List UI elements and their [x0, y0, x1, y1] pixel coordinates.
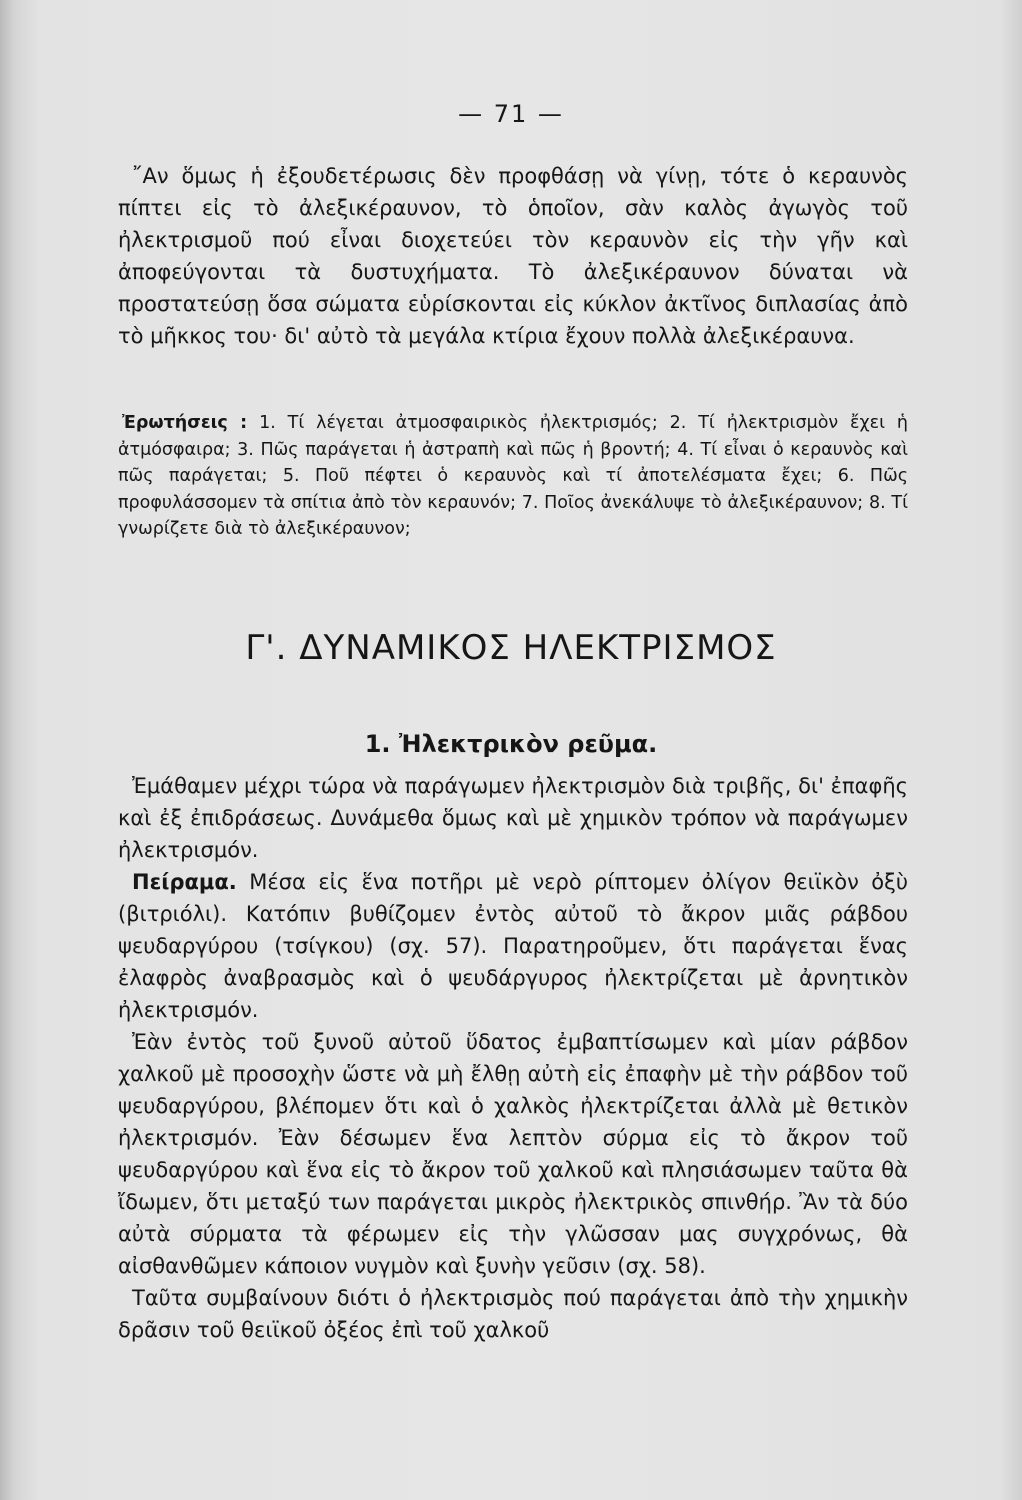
closing-paragraph: Ταῦτα συμβαίνουν διότι ὁ ἠλεκτρισμὸς πού παράγεται ἀπὸ τὴν χημικὴν δρᾶσιν τοῦ θειϊκοῦ ὀξέος ἐπὶ τοῦ χαλκοῦ [118, 1286, 908, 1342]
experiment-lead: Πείραμα. [132, 870, 237, 894]
questions-block [118, 410, 908, 543]
questions-paragraph [118, 410, 908, 543]
questions-text: 1. Τί λέγεται ἀτμοσφαιρικὸς ἠλεκτρισμός; 2. Τί ἠλεκτρισμὸν ἔχει ἡ ἀτμόσφαιρα; 3. Πῶς παράγεται ἡ ἀστραπὴ καὶ πῶς ἡ βροντή; 4. Τί εἶναι ὁ κεραυνὸς καὶ πῶς παράγεται; 5. Ποῦ πέφτει ὁ κεραυνὸς καὶ τί ἀποτελέσματα ἔχει; 6. Πῶς προφυλάσσομεν τὰ σπίτια ἀπὸ τὸν κεραυνόν; 7. Ποῖος ἀνεκάλυψε τὸ ἀλεξικέραυνον; 8. Τί γνωρίζετε διὰ τὸ ἀλεξικέραυνον; [118, 413, 908, 539]
top-paragraph: ῎Αν ὅμως ἡ ἐξουδετέρωσις δὲν προφθάσῃ νὰ γίνῃ, τότε ὁ κεραυνὸς πίπτει εἰς τὸ ἀλεξικέραυνον, τὸ ὁποῖον, σὰν καλὸς ἀγωγὸς τοῦ ἠλεκτρισμοῦ πού εἶναι διοχετεύει τὸν κεραυνὸν εἰς τὴν γῆν καὶ ἀποφεύγονται τὰ δυστυχήματα. Τὸ ἀλεξικέραυνον δύναται νὰ προστατεύσῃ ὅσα σώματα εὑρίσκονται εἰς κύκλον ἀκτῖνος διπλασίας ἀπὸ τὸ μῆκκος του· δι' αὐτὸ τὰ μεγάλα κτίρια ἔχουν πολλὰ ἀλεξικέραυνα. [118, 164, 908, 348]
intro-paragraph: Ἐμάθαμεν μέχρι τώρα νὰ παράγωμεν ἠλεκτρισμὸν διὰ τριβῆς, δι' ἐπαφῆς καὶ ἐξ ἐπιδράσεως. Δυνάμεθα ὅμως καὶ μὲ χημικὸν τρόπον νὰ παράγωμεν ἠλεκτρισμόν. [118, 774, 908, 862]
questions-lead: Ἐρωτήσεις : [122, 413, 248, 433]
experiment-text: Μέσα εἰς ἕνα ποτῆρι μὲ νερὸ ρίπτομεν ὀλίγον θειϊκὸν ὀξὺ (βιτριόλι). Κατόπιν βυθίζομεν ἐντὸς αὐτοῦ τὸ ἄκρον μιᾶς ράβδου ψευδαργύρου (τσίγκου) (σχ. 57). Παρατηροῦμεν, ὅτι παράγεται ἕνας ἐλαφρὸς ἀναβρασμὸς καὶ ὁ ψευδάργυρος ἠλεκτρίζεται μὲ ἀρνητικὸν ἠλεκτρισμόν. [118, 870, 908, 1022]
copper-paragraph: Ἐὰν ἐντὸς τοῦ ξυνοῦ αὐτοῦ ὕδατος ἐμβαπτίσωμεν καὶ μίαν ράβδον χαλκοῦ μὲ προσοχὴν ὥστε νὰ μὴ ἔλθῃ αὐτὴ εἰς ἐπαφὴν μὲ τὴν ράβδον τοῦ ψευδαργύρου, βλέπομεν ὅτι καὶ ὁ χαλκὸς ἠλεκτρίζεται ἀλλὰ μὲ θετικὸν ἠλεκτρισμόν. Ἐὰν δέσωμεν ἕνα λεπτὸν σύρμα εἰς τὸ ἄκρον τοῦ ψευδαργύρου καὶ ἕνα εἰς τὸ ἄκρον τοῦ χαλκοῦ καὶ πλησιάσωμεν ταῦτα θὰ ἴδωμεν, ὅτι μεταξύ των παράγεται μικρὸς ἠλεκτρικὸς σπινθήρ. Ἂν τὰ δύο αὐτὰ σύρματα τὰ φέρωμεν εἰς τὴν γλῶσσαν μας συγχρόνως, θὰ αἰσθανθῶμεν κάποιον νυγμὸν καὶ ξυνὴν γεῦσιν (σχ. 58). [118, 1030, 908, 1278]
top-paragraph-block [118, 160, 908, 352]
page-number: — 71 — [458, 100, 564, 128]
section-title: 1. Ἠλεκτρικὸν ρεῦμα. [364, 730, 658, 758]
main-text-block [118, 770, 908, 1346]
chapter-title: Γ'. ΔΥΝΑΜΙΚΟΣ ΗΛΕΚΤΡΙΣΜΟΣ [245, 628, 777, 668]
experiment-paragraph [118, 866, 908, 1026]
